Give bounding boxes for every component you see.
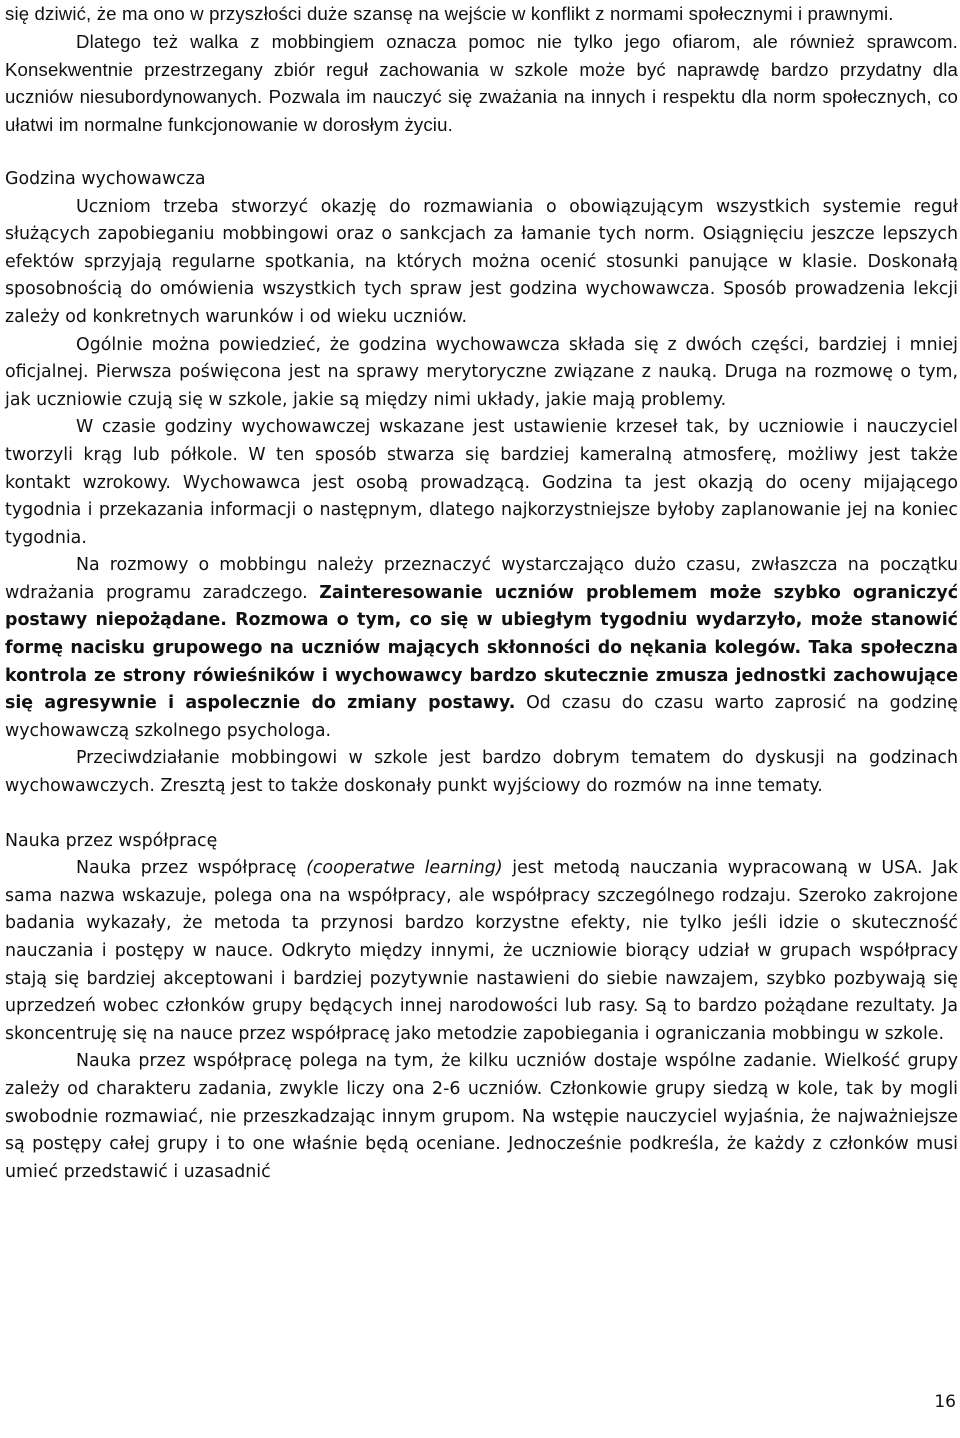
paragraph-homeroom-1: Uczniom trzeba stworzyć okazję do rozmawiania o obowiązującym wszystkich systemie reguł służących zapobieganiu mobbingowi oraz o sankcjach za łamanie tych norm. Osiągnięciu jeszcze lepszych efektów sprzyjają regularne spotkania, na których można ocenić stosunki panujące w klasie. Doskonałą sposobnością do omówienia wszystkich tych spraw jest godzina wychowawcza. Sposób prowadzenia lekcji zależy od konkretnych warunków i od wieku uczniów. [5, 196, 958, 327]
section-heading-cooperative-learning: Nauka przez współpracę [5, 830, 218, 851]
paragraph-cooperative-1 [5, 855, 958, 1048]
document-page [5, 0, 958, 1186]
paragraph-cooperative-1-start: Nauka przez współpracę [76, 858, 307, 879]
paragraph-homeroom-4 [5, 552, 958, 745]
paragraph-homeroom-2: Ogólnie można powiedzieć, że godzina wychowawcza składa się z dwóch części, bardziej i mniej oficjalnej. Pierwsza poświęcona jest na sprawy merytoryczne związane z nauką. Druga na rozmowę o tym, jak uczniowie czują się w szkole, jakie są między nimi układy, jakie mają problemy. [5, 334, 958, 410]
paragraph-homeroom-4-start: Na rozmowy o mobbingu należy przeznaczyć wystarczająco dużo czasu, zwłaszcza na początku wdrażania programu zaradczego. [5, 555, 958, 603]
paragraph-cooperative-1-end: jest metodą nauczania wypracowaną w USA. Jak sama nazwa wskazuje, polega ona na współpracy, ale współpracy szczególnego rodzaju. Szeroko zakrojone badania wykazały, że metoda ta przynosi bardzo korzystne efekty, nie tylko jeśli idzie o skuteczność nauczania i postępy w nauce. Odkryto między innymi, że uczniowie biorący udział w grupach współpracy stają się bardziej akceptowani i bardziej pozytywnie nastawieni do siebie nawzajem, szybko pozbywają się uprzedzeń wobec członków grupy będących innej narodowości lub rasy. Są to bardzo pożądane rezultaty. Ja skoncentruję się na nauce przez współpracę jako metodzie zapobiegania i ograniczania mobbingu w szkole. [5, 858, 959, 1044]
spacer [5, 801, 958, 828]
paragraph-cooperative-1-italic: (cooperatwe learning) [306, 858, 503, 879]
section-heading-homeroom: Godzina wychowawcza [5, 168, 206, 189]
paragraph-homeroom-4-bold: Zainteresowanie uczniów problemem może szybko ograniczyć postawy niepożądane. Rozmowa o tym, co się w ubiegłym tygodniu wydarzyło, może stanowić formę nacisku grupowego na uczniów mających skłonności do nękania kolegów. Taka społeczna kontrola ze strony rówieśników i wychowawcy bardzo skutecznie zmusza jednostki zachowujące się agresywnie i aspolecznie do zmiany postawy. [5, 582, 959, 714]
paragraph-homeroom-5: Przeciwdziałanie mobbingowi w szkole jest bardzo dobrym tematem do dyskusji na godzinach wychowawczych. Zresztą jest to także doskonały punkt wyjściowy do rozmów na inne tematy. [5, 748, 958, 797]
paragraph-homeroom-4-end: Od czasu do czasu warto zaprosić na godzinę wychowawczą szkolnego psychologa. [5, 693, 958, 741]
paragraph-intro-2: Dlatego też walka z mobbingiem oznacza pomoc nie tylko jego ofiarom, ale również sprawcom. Konsekwentnie przestrzegany zbiór reguł zachowania w szkole może być naprawdę bardzo przydatny dla uczniów niesubordynowanych. Pozwala im nauczyć się zważania na innych i respektu dla norm społecznych, co ułatwi im normalne funkcjonowanie w dorosłym życiu. [5, 30, 958, 136]
paragraph-cooperative-2: Nauka przez współpracę polega na tym, że kilku uczniów dostaje wspólne zadanie. Wielkość grupy zależy od charakteru zadania, zwykle liczy ona 2-6 uczniów. Członkowie grupy siedzą w kole, tak by mogli swobodnie rozmawiać, nie przeszkadzając innym grupom. Na wstępie nauczyciel wyjaśnia, że najważniejsze są postępy całej grupy i to one właśnie będą oceniane. Jednocześnie podkreśla, że każdy z członków musi umieć przedstawić i uzasadnić [5, 1051, 958, 1182]
paragraph-homeroom-3: W czasie godziny wychowawczej wskazane jest ustawienie krzeseł tak, by uczniowie i nauczyciel tworzyli krąg lub półkole. W ten sposób stwarza się bardziej kameralną atmosferę, możliwy jest także kontakt wzrokowy. Wychowawca jest osobą prowadzącą. Godzina ta jest okazją do oceny mijającego tygodnia i przekazania informacji o następnym, dlatego najkorzystniejsze byłoby zaplanowanie jej na koniec tygodnia. [5, 417, 958, 548]
page-number: 16 [934, 1392, 956, 1412]
paragraph-intro-continuation: się dziwić, że ma ono w przyszłości duże szansę na wejście w konflikt z normami społecznymi i prawnymi. [5, 3, 894, 24]
spacer [5, 139, 958, 166]
